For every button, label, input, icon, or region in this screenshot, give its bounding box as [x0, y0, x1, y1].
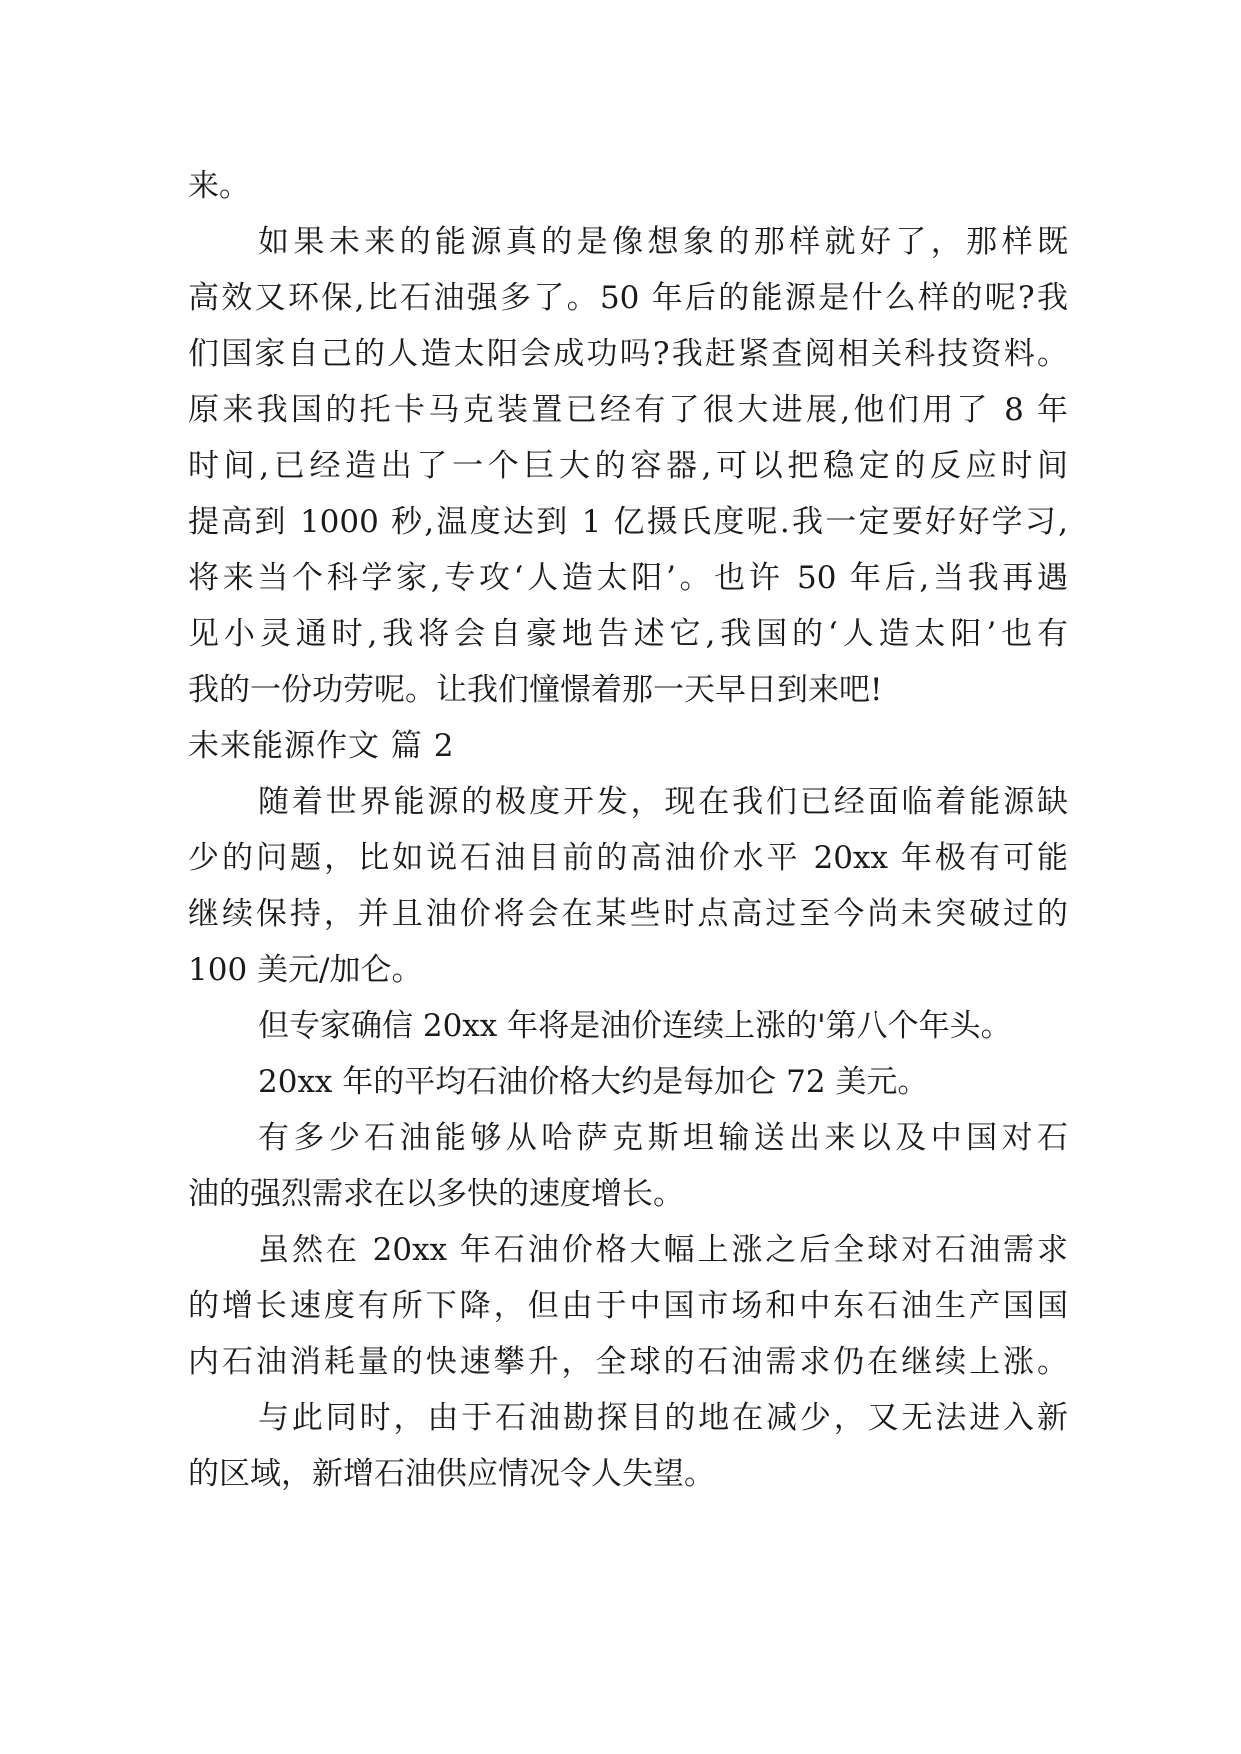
text-line: 油的强烈需求在以多快的速度增长。 [188, 1176, 684, 1212]
text-line: 100 美元/加仑。 [188, 952, 423, 988]
text-line: 提高到 1000 秒,温度达到 1 亿摄氏度呢.我一定要好好学习, [188, 504, 1068, 540]
text-line: 继续保持，并且油价将会在某些时点高过至今尚未突破过的 [188, 896, 1068, 932]
text-line: 见小灵通时,我将会自豪地告述它,我国的‘人造太阳’也有 [188, 616, 1068, 652]
text-line: 高效又环保,比石油强多了。50 年后的能源是什么样的呢?我 [188, 280, 1068, 316]
text-line: 我的一份功劳呢。让我们憧憬着那一天早日到来吧! [188, 672, 883, 708]
text-line: 20xx 年的平均石油价格大约是每加仑 72 美元。 [258, 1064, 929, 1100]
text-line: 有多少石油能够从哈萨克斯坦输送出来以及中国对石 [258, 1120, 1068, 1156]
section-heading: 未来能源作文 篇 2 [188, 728, 455, 764]
text-line: 们国家自己的人造太阳会成功吗?我赶紧查阅相关科技资料。 [188, 336, 1068, 372]
text-line: 但专家确信 20xx 年将是油价连续上涨的'第八个年头。 [258, 1008, 1012, 1044]
text-line: 的区域，新增石油供应情况令人失望。 [188, 1456, 715, 1492]
text-line: 如果未来的能源真的是像想象的那样就好了，那样既 [258, 224, 1068, 260]
text-line: 将来当个科学家,专攻‘人造太阳’。也许 50 年后,当我再遇 [188, 560, 1068, 596]
text-line: 来。 [188, 168, 250, 204]
text-line: 内石油消耗量的快速攀升，全球的石油需求仍在继续上涨。 [188, 1344, 1068, 1380]
text-line: 原来我国的托卡马克装置已经有了很大进展,他们用了 8 年 [188, 392, 1068, 428]
text-line: 虽然在 20xx 年石油价格大幅上涨之后全球对石油需求 [258, 1232, 1068, 1268]
text-line: 随着世界能源的极度开发，现在我们已经面临着能源缺 [258, 784, 1068, 820]
text-line: 少的问题，比如说石油目前的高油价水平 20xx 年极有可能 [188, 840, 1068, 876]
text-line: 的增长速度有所下降，但由于中国市场和中东石油生产国国 [188, 1288, 1068, 1324]
document-body [188, 158, 1068, 1502]
text-line: 与此同时，由于石油勘探目的地在减少，又无法进入新 [258, 1400, 1068, 1436]
text-line: 时间,已经造出了一个巨大的容器,可以把稳定的反应时间 [188, 448, 1068, 484]
